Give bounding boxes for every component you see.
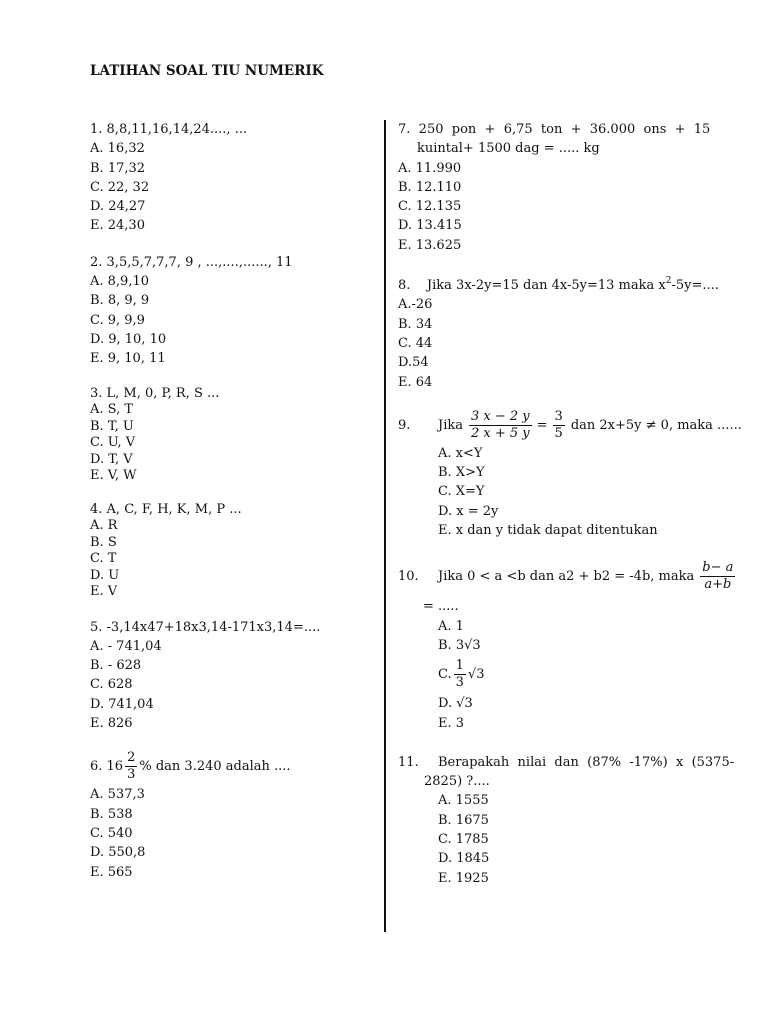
option-c-root: √3 [467, 667, 485, 683]
option-c-fraction [454, 658, 466, 691]
option-c: C. 22, 32 [90, 179, 150, 195]
question-10-stem-line2: = ..... [423, 599, 459, 615]
fraction-numerator: 3 x − 2 y [471, 408, 530, 424]
option-e: E. V [90, 584, 118, 600]
option-b: B. 34 [398, 316, 433, 332]
option-c: C. 9, 9,9 [90, 312, 145, 328]
page-title: LATIHAN SOAL TIU NUMERIK [90, 63, 324, 79]
option-a: A. - 741,04 [90, 638, 162, 654]
option-d: D. 1845 [438, 851, 490, 867]
option-a: A. 8,9,10 [90, 274, 150, 290]
option-a: A. 1 [438, 618, 464, 634]
option-d: D. 550,8 [90, 845, 146, 861]
option-b: B. S [90, 534, 117, 550]
fraction-numerator: 2 [127, 750, 136, 766]
option-a: A. 537,3 [90, 787, 145, 803]
question-11-stem-line2: 2825) ?.... [424, 774, 490, 790]
option-b: B. 538 [90, 806, 133, 822]
question-10-number: 10. [398, 569, 419, 585]
option-a: A.-26 [398, 297, 433, 313]
question-11-stem [398, 753, 735, 772]
option-b: B. 17,32 [90, 160, 146, 176]
question-8-stem-a: 8. Jika 3x-2y=15 dan 4x-5y=13 maka x [398, 278, 666, 294]
question-10-stem [398, 560, 734, 593]
option-c: C. 44 [398, 335, 433, 351]
fraction-numerator: 3 [554, 408, 563, 424]
question-8 [398, 272, 719, 392]
option-d: D. U [90, 567, 120, 583]
question-11-number: 11. [398, 754, 419, 770]
question-2-stem: 2. 3,5,5,7,7,7, 9 , ...,....,......, 11 [90, 254, 293, 270]
option-c: C. 12.135 [398, 199, 462, 215]
option-a: A. R [90, 518, 118, 534]
question-8-stem-b: -5y=.... [671, 278, 719, 294]
option-c: C. 628 [90, 677, 133, 693]
question-5-stem: 5. -3,14x47+18x3,14-171x3,14=.... [90, 619, 321, 635]
option-e: E. V, W [90, 468, 137, 484]
question-11 [398, 753, 735, 888]
option-e: E. 3 [438, 715, 465, 731]
option-e: E. 9, 10, 11 [90, 351, 166, 367]
question-9-suffix: dan 2x+5y ≠ 0, maka ...... [570, 417, 742, 433]
option-b: B. 12.110 [398, 179, 462, 195]
option-c-label: C. [438, 667, 452, 683]
option-a: A. 16,32 [90, 141, 145, 157]
question-9-stem [398, 408, 742, 442]
option-c: C. 1785 [438, 832, 489, 848]
question-7-stem: 7. 250 pon + 6,75 ton + 36.000 ons + 15 [398, 122, 711, 137]
question-10-prefix: Jika 0 < a <b dan a2 + b2 = -4b, maka [438, 569, 695, 585]
option-a: A. x<Y [438, 445, 483, 461]
option-c: C. U, V [90, 435, 136, 451]
question-6-fraction [125, 750, 137, 783]
option-d: D.54 [398, 355, 429, 371]
option-e: E. 826 [90, 716, 133, 732]
fraction-denominator: 3 [455, 675, 464, 691]
question-6-stem [90, 750, 291, 783]
question-9-fraction-1 [469, 409, 532, 442]
question-6-tail: % dan 3.240 adalah .... [139, 759, 291, 775]
option-b: B. - 628 [90, 658, 142, 674]
fraction-numerator: b− a [702, 560, 734, 576]
equals-sign: = [536, 417, 548, 433]
question-5 [90, 618, 370, 734]
fraction-denominator: 2 x + 5 y [471, 425, 530, 441]
question-10 [398, 560, 734, 732]
option-c: C. 540 [90, 825, 133, 841]
question-3 [90, 386, 370, 485]
right-column [398, 120, 742, 905]
option-a: A. 11.990 [398, 160, 462, 176]
question-9-fraction-2 [553, 409, 565, 442]
question-9 [398, 408, 742, 540]
question-10-fraction [700, 560, 735, 593]
option-d: D. 13.415 [398, 218, 462, 234]
question-3-stem: 3. L, M, 0, P, R, S ... [90, 385, 220, 401]
question-4 [90, 502, 370, 601]
question-4-stem: 4. A, C, F, H, K, M, P ... [90, 501, 242, 517]
option-b: B. 1675 [438, 812, 489, 828]
question-9-number: 9. [398, 417, 411, 433]
question-2 [90, 253, 370, 369]
option-e: E. 24,30 [90, 218, 145, 234]
option-a: A. 1555 [438, 793, 489, 809]
question-9-prefix: Jika [438, 417, 463, 433]
option-d: D. √3 [438, 696, 473, 712]
option-b: B. 3√3 [438, 637, 481, 653]
option-d: D. 24,27 [90, 199, 146, 215]
option-a: A. S, T [90, 402, 134, 418]
option-c [398, 658, 680, 691]
question-6 [90, 750, 370, 881]
option-b: B. T, U [90, 418, 134, 434]
question-1 [90, 120, 370, 236]
question-1-stem: 1. 8,8,11,16,14,24...., ... [90, 122, 248, 137]
option-d: D. 741,04 [90, 696, 154, 712]
fraction-denominator: 5 [554, 425, 563, 441]
option-c: C. X=Y [438, 484, 485, 500]
question-7 [398, 120, 711, 255]
fraction-denominator: 3 [127, 767, 136, 783]
exponent: 2 [665, 276, 672, 287]
question-7-stem-line2: kuintal+ 1500 dag = ..... kg [417, 141, 600, 157]
question-11-stem-text: Berapakah nilai dan (87% -17%) x (5375- [438, 754, 735, 770]
left-column [90, 120, 370, 899]
option-e: E. x dan y tidak dapat ditentukan [438, 523, 658, 539]
option-e: E. 13.625 [398, 237, 462, 253]
fraction-denominator: a+b [704, 577, 732, 593]
option-e: E. 1925 [438, 870, 489, 886]
column-divider [384, 120, 386, 932]
question-6-number: 6. 16 [90, 759, 124, 775]
option-e: E. 565 [90, 864, 133, 880]
question-8-stem [398, 272, 719, 295]
option-c: C. T [90, 551, 117, 567]
option-d: D. T, V [90, 451, 133, 467]
fraction-numerator: 1 [455, 658, 464, 674]
option-b: B. 8, 9, 9 [90, 293, 150, 309]
option-e: E. 64 [398, 374, 433, 390]
option-d: D. x = 2y [438, 503, 499, 519]
option-b: B. X>Y [438, 465, 485, 481]
option-d: D. 9, 10, 10 [90, 331, 167, 347]
